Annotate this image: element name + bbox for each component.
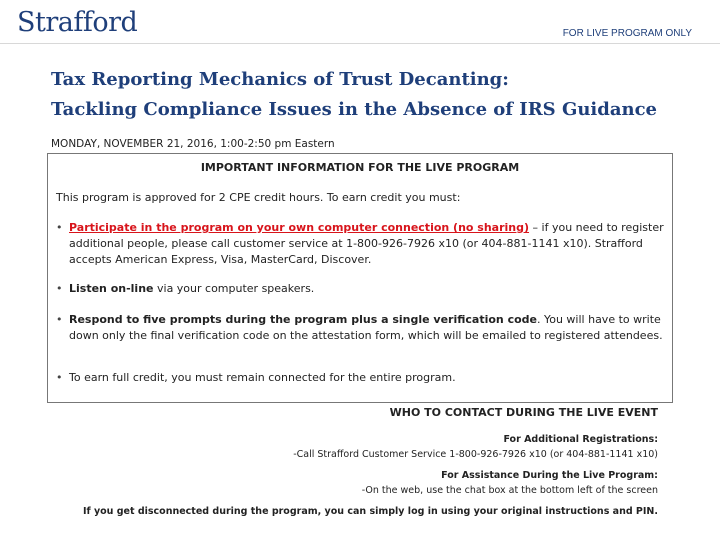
- bullet-participate: [56, 220, 666, 268]
- respond-text: . You will have to write down only the final verification code on the attestation form, which will be emailed to registered attendees.: [69, 313, 663, 342]
- additional-registrations-label: For Additional Registrations:: [503, 434, 658, 445]
- cpe-credit-intro: This program is approved for 2 CPE credit hours. To earn credit you must:: [56, 191, 461, 204]
- respond-bold: Respond to five prompts during the program plus a single verification code: [69, 313, 537, 326]
- live-assistance-text: -On the web, use the chat box at the bottom left of the screen: [361, 485, 658, 496]
- disconnect-notice: If you get disconnected during the program, you can simply log in using your original instructions and PIN.: [82, 506, 658, 517]
- listen-bold: Listen on-line: [69, 282, 154, 295]
- participate-text: – if you need to register additional people, please call customer service at 1-800-926-7926 x10 (or 404-881-1141 x10). Strafford accepts American Express, Visa, MasterCard, Discover.: [69, 221, 664, 266]
- contact-heading: WHO TO CONTACT DURING THE LIVE EVENT: [389, 406, 658, 419]
- header-bar: [0, 0, 720, 44]
- additional-registrations-text: -Call Strafford Customer Service 1-800-926-7926 x10 (or 404-881-1141 x10): [293, 449, 658, 460]
- bullet-glyph: •: [56, 371, 63, 384]
- bullet-full-credit: [56, 370, 666, 386]
- bullet-glyph: •: [56, 221, 63, 234]
- live-program-only-label: FOR LIVE PROGRAM ONLY: [562, 28, 692, 39]
- page-title-line-1: Tax Reporting Mechanics of Trust Decanting:: [51, 69, 509, 90]
- live-assistance-label: For Assistance During the Live Program:: [441, 470, 658, 481]
- program-date-time: MONDAY, NOVEMBER 21, 2016, 1:00-2:50 pm Eastern: [51, 138, 335, 150]
- bullet-glyph: •: [56, 282, 63, 295]
- bullet-respond: [56, 312, 666, 344]
- page-title-line-2: Tackling Compliance Issues in the Absence of IRS Guidance: [51, 99, 657, 120]
- strafford-logo: Strafford: [17, 7, 138, 38]
- bullet-glyph: •: [56, 313, 63, 326]
- important-info-box: [47, 153, 673, 403]
- listen-text: via your computer speakers.: [153, 282, 315, 295]
- full-credit-text: To earn full credit, you must remain connected for the entire program.: [69, 371, 456, 384]
- info-box-heading: IMPORTANT INFORMATION FOR THE LIVE PROGRAM: [200, 161, 520, 174]
- bullet-listen: [56, 281, 666, 297]
- participate-link[interactable]: Participate in the program on your own computer connection (no sharing): [69, 221, 530, 234]
